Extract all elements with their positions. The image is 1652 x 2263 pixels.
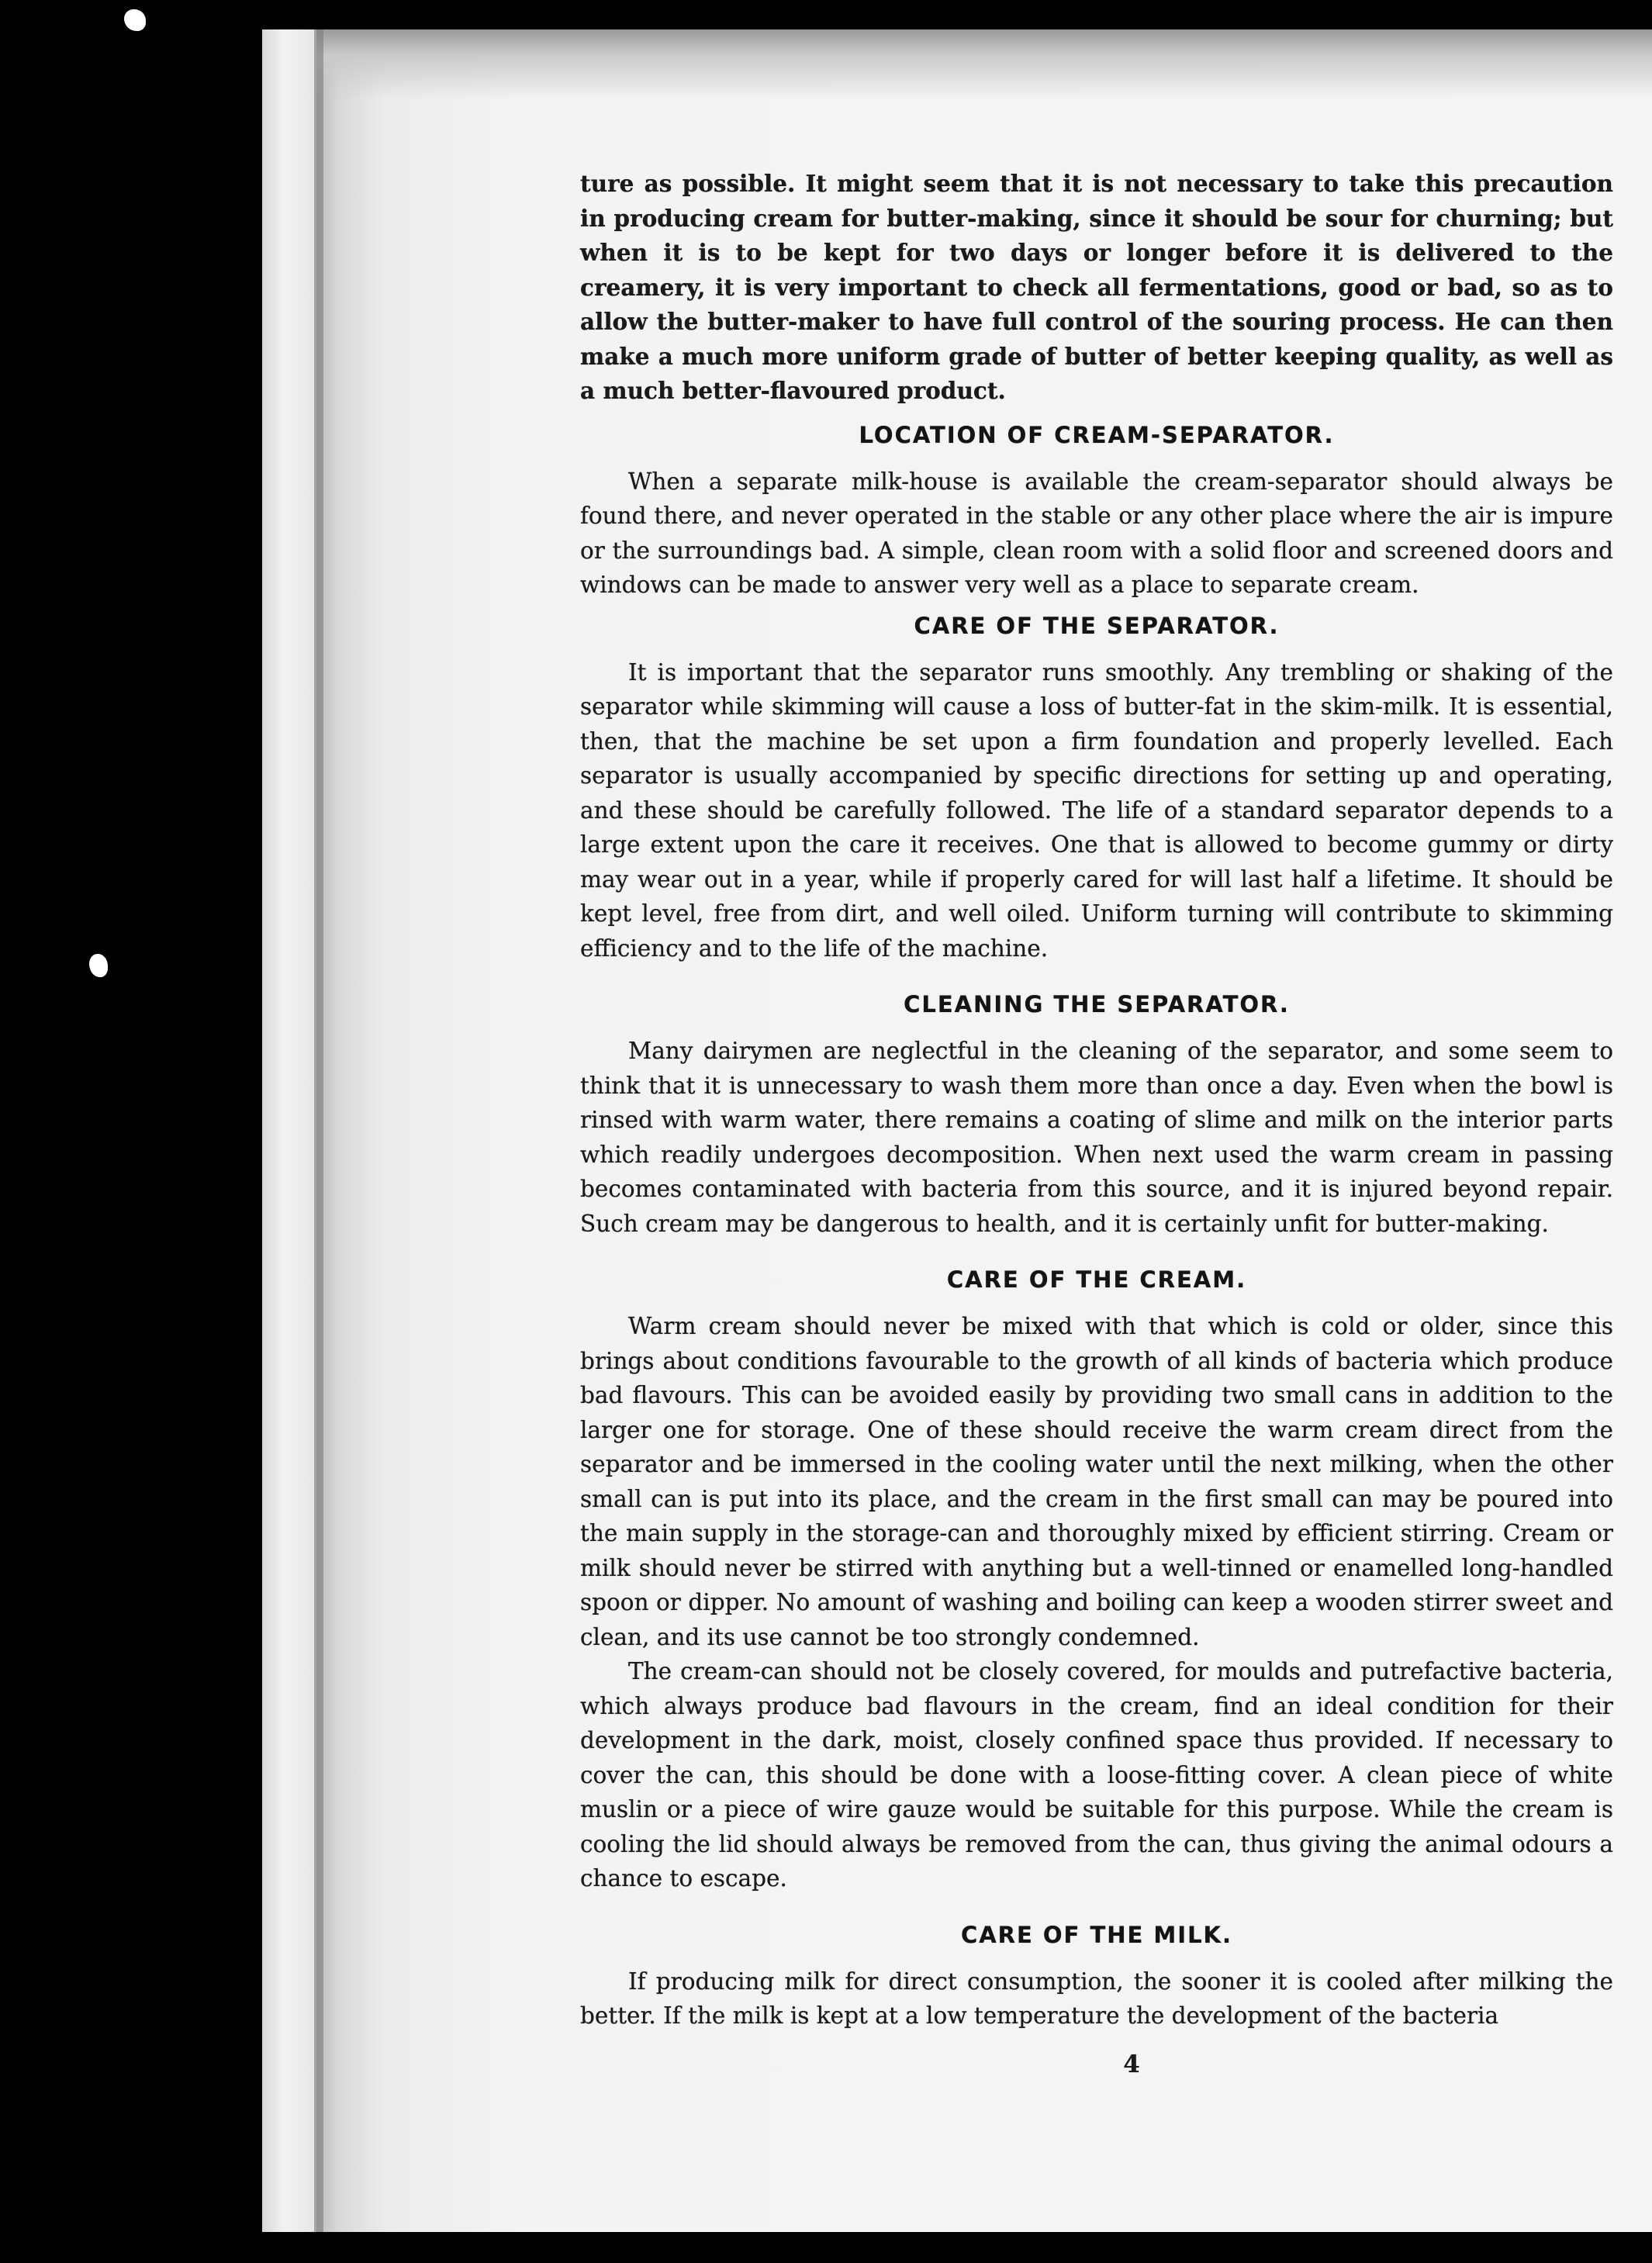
section-heading-care-separator: CARE OF THE SEPARATOR.	[914, 612, 1280, 639]
page-top-shadow	[316, 29, 1652, 99]
binding-strip	[262, 29, 316, 2232]
paragraph-care-cream-1: Warm cream should never be mixed with that which is cold or older, since this brings about conditions favourable to the growth of all kinds of bacteria which produce bad flavours. This can be avoided easily by providing two small cans in addition to the larger one for storage. One of these should receive the warm cream direct from the separator and be immersed in the cooling water until the next milking, when the other small can is put into its place, and the cream in the first small can may be poured into the main supply in the storage-can and thoroughly mixed by efficient stirring. Cream or milk should never be stirred with anything but a well-tinned or enamelled long-handled spoon or dipper. No amount of washing and boiling can keep a wooden stirrer sweet and clean, and its use cannot be too strongly condemned.	[580, 1313, 1613, 1650]
paragraph-location: When a separate milk-house is available the cream-separator should always be found there, and never operated in the stable or any other place where the air is impure or the surroundings bad. A simple, clean room with a solid floor and screened doors and windows can be made to answer very well as a place to separate cream.	[580, 468, 1613, 598]
opening-paragraph: ture as possible. It might seem that it is not necessary to take this precaution in producing cream for butter-making, since it should be sour for churning; but when it is to be kept for two days or longer before it is delivered to the creamery, it is very important to check all fermentations, good or bad, so as to allow the butter-maker to have full control of the souring process. He can then make a much more uniform grade of butter of better keeping quality, as well as a much better-flavoured product.	[580, 170, 1613, 404]
section-heading-cleaning-separator: CLEANING THE SEPARATOR.	[904, 991, 1290, 1017]
page-content	[580, 167, 1613, 2082]
page-number: 4	[1123, 2050, 1140, 2078]
paragraph-care-milk: If producing milk for direct consumption, the sooner it is cooled after milking the better. If the milk is kept at a low temperature the development of the bacteria	[580, 1968, 1613, 2029]
section-heading-care-milk: CARE OF THE MILK.	[960, 1921, 1233, 1948]
paragraph-cleaning-separator: Many dairymen are neglectful in the cleaning of the separator, and some seem to think that it is unnecessary to wash them more than once a day. Even when the bowl is rinsed with warm water, there remains a coating of slime and milk on the interior parts which readily undergoes decomposition. When next used the warm cream in passing becomes contaminated with bacteria from this source, and it is injured beyond repair. Such cream may be dangerous to health, and it is certainly unfit for butter-making.	[580, 1038, 1613, 1237]
paragraph-care-separator: It is important that the separator runs smoothly. Any trembling or shaking of the separator while skimming will cause a loss of butter-fat in the skim-milk. It is essential, then, that the machine be set upon a firm foundation and properly levelled. Each separator is usually accompanied by specific directions for setting up and operating, and these should be carefully followed. The life of a standard separator depends to a large extent upon the care it receives. One that is allowed to become gummy or dirty may wear out in a year, while if properly cared for will last half a lifetime. It should be kept level, free from dirt, and well oiled. Uniform turning will contribute to skimming efficiency and to the life of the machine.	[580, 658, 1613, 962]
section-heading-location: LOCATION OF CREAM-SEPARATOR.	[859, 421, 1335, 448]
page-left-edge	[314, 29, 323, 2232]
paragraph-care-cream-2: The cream-can should not be closely covered, for moulds and putrefactive bacteria, which always produce bad flavours in the cream, find an ideal condition for their development in the dark, moist, closely confined space thus provided. If necessary to cover the can, this should be done with a loose-fitting cover. A clean piece of white muslin or a piece of wire gauze would be suitable for this purpose. While the cream is cooling the lid should always be removed from the can, thus giving the animal odours a chance to escape.	[580, 1658, 1613, 1892]
scan-speck	[89, 954, 108, 977]
section-heading-care-cream: CARE OF THE CREAM.	[946, 1266, 1247, 1293]
